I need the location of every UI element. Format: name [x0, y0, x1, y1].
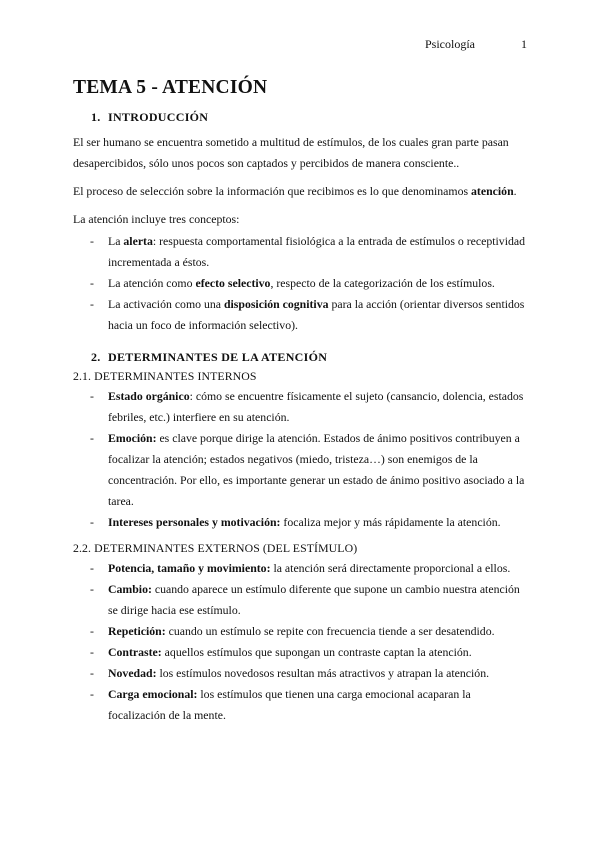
section-2-heading: [91, 350, 528, 365]
section-1-number: 1.: [91, 110, 101, 124]
concepts-list: [73, 231, 528, 336]
internal-determinants-list: [73, 386, 528, 533]
section-1-title: INTRODUCCIÓN: [108, 110, 209, 124]
subsection-2-2-heading: 2.2. DETERMINANTES EXTERNOS (DEL ESTÍMULO): [73, 541, 358, 555]
intro-p2-text: El proceso de selección sobre la información que recibimos es lo que denominamos: [73, 184, 472, 198]
list-item: - La activación como una disposición cognitiva para la acción (orientar diversos sentidos hacia un foco de información selectivo).: [90, 297, 525, 332]
list-item: - Carga emocional: los estímulos que tienen una carga emocional acaparan la focalización de la mente.: [90, 687, 471, 722]
list-item: - Potencia, tamaño y movimiento: la atención será directamente proporcional a ellos.: [90, 561, 511, 575]
document-title: TEMA 5 - ATENCIÓN: [73, 77, 268, 98]
list-item: - Emoción: es clave porque dirige la atención. Estados de ánimo positivos contribuyen a focalizar la atención; estados negativos (miedo, tristeza…) son enemigos de la concentración. Por ello, es importante generar un estado de ánimo positivo asociado a la tarea.: [90, 431, 525, 508]
list-item: - Estado orgánico: cómo se encuentre físicamente el sujeto (cansancio, dolencia, estados febriles, etc.) interfiere en su atención.: [90, 389, 524, 424]
intro-paragraph-3: La atención incluye tres conceptos:: [73, 212, 240, 226]
section-2-number: 2.: [91, 350, 101, 364]
list-item: - La atención como efecto selectivo, respecto de la categorización de los estímulos.: [90, 276, 495, 290]
section-2-title: DETERMINANTES DE LA ATENCIÓN: [108, 350, 328, 364]
list-item: - La alerta: respuesta comportamental fisiológica a la entrada de estímulos o receptividad incrementada a éstos.: [90, 234, 526, 269]
document-body: [73, 110, 528, 726]
page-number: 1: [521, 37, 527, 51]
intro-p2-end: .: [513, 184, 517, 198]
section-1-heading: [91, 110, 528, 125]
list-item: - Contraste: aquellos estímulos que supongan un contraste captan la atención.: [90, 645, 472, 659]
intro-paragraph-2: [73, 181, 528, 202]
list-item: - Cambio: cuando aparece un estímulo diferente que supone un cambio nuestra atención se dirige hacia ese estímulo.: [90, 582, 520, 617]
intro-p2-bold: atención: [471, 184, 514, 198]
header-subject: Psicología: [425, 37, 475, 51]
list-item: - Novedad: los estímulos novedosos resultan más atractivos y atrapan la atención.: [90, 666, 490, 680]
list-item: - Intereses personales y motivación: focaliza mejor y más rápidamente la atención.: [90, 515, 501, 529]
external-determinants-list: [73, 558, 528, 726]
subsection-2-1-heading: 2.1. DETERMINANTES INTERNOS: [73, 369, 257, 383]
list-item: - Repetición: cuando un estímulo se repite con frecuencia tiende a ser desatendido.: [90, 624, 495, 638]
intro-paragraph-1: El ser humano se encuentra sometido a multitud de estímulos, de los cuales gran parte pasan desapercibidos, sólo unos pocos son captados y percibidos de manera consciente..: [73, 135, 509, 170]
